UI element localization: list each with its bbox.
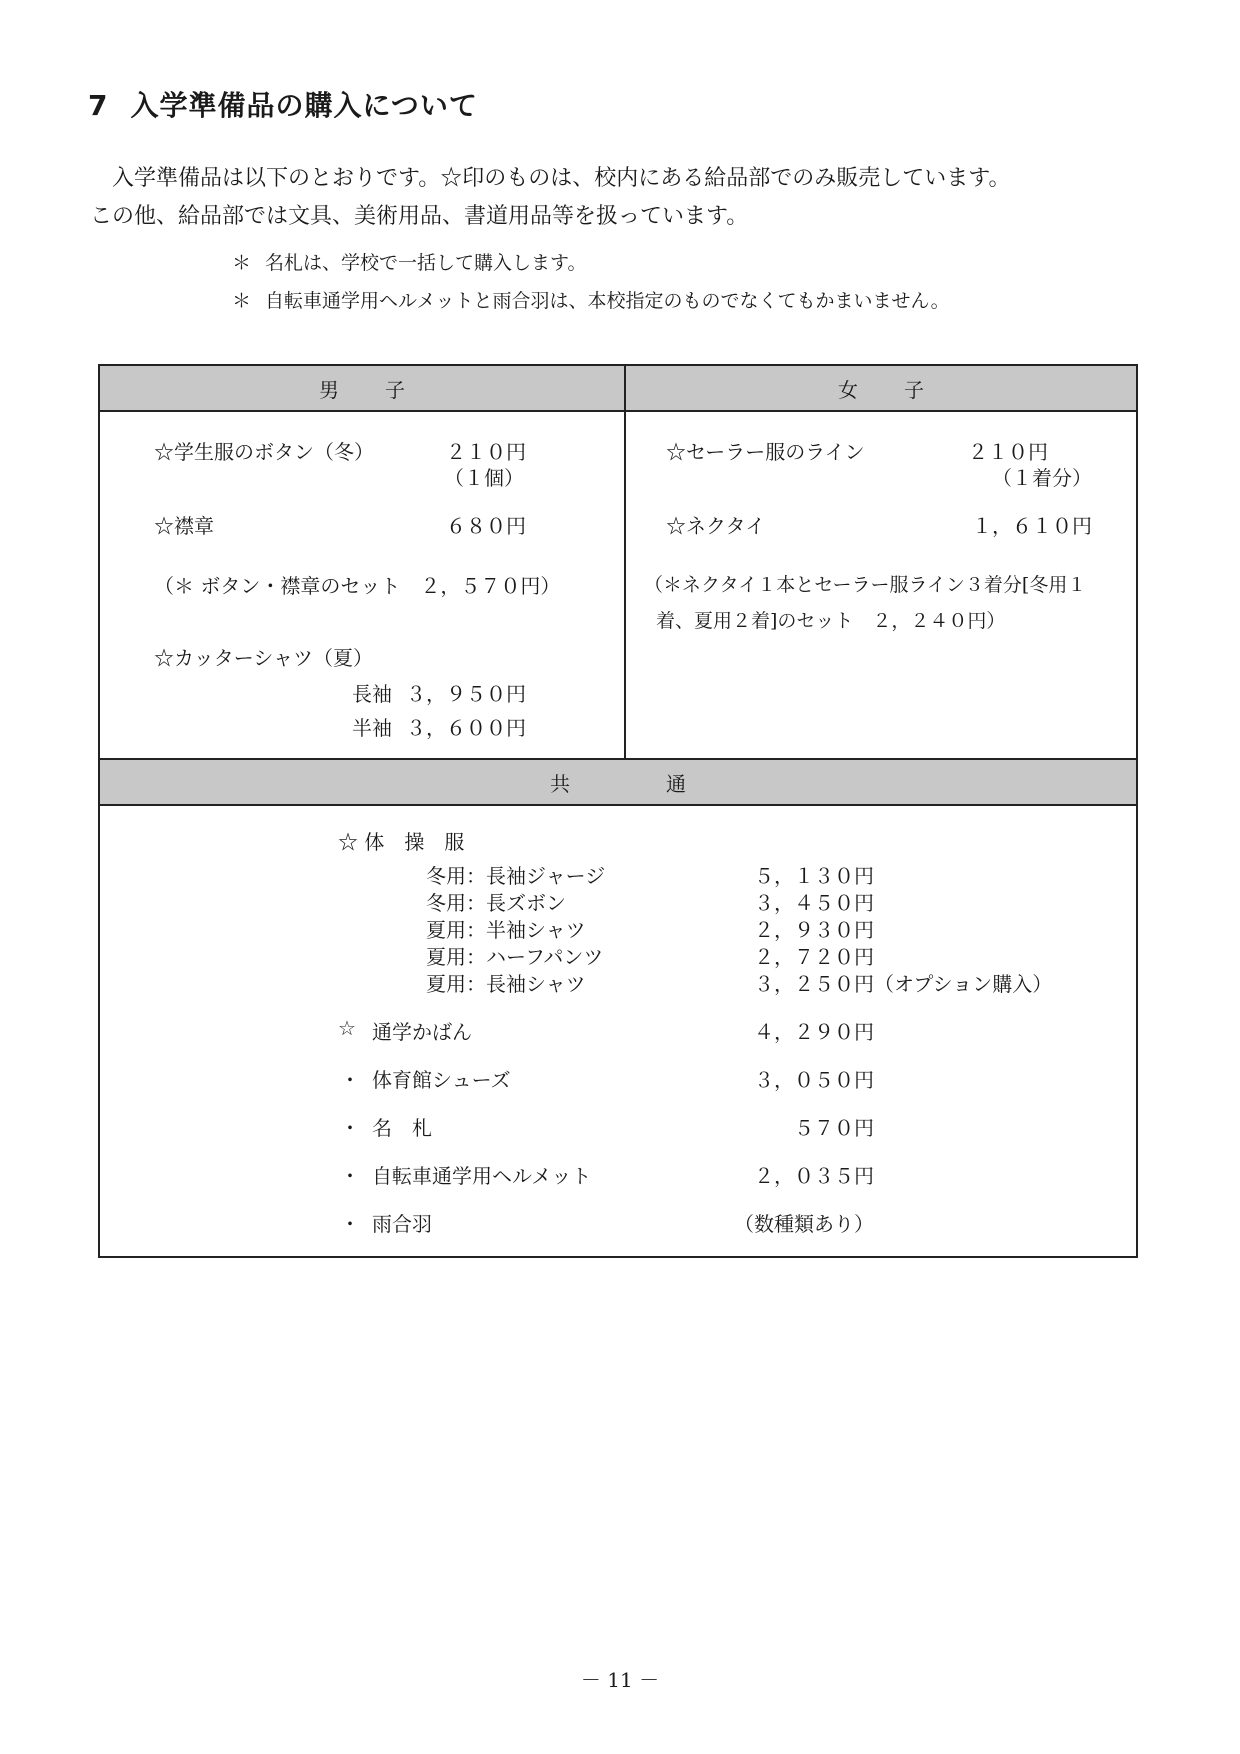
section-heading [88,84,478,124]
gym-item-price: ２，７２０円 [754,945,874,969]
boys-shirt-label: ☆カッターシャツ（夏） [154,646,373,670]
item-label: 通学かばん [372,1020,472,1044]
item-price: ５７０円 [794,1116,874,1140]
girls-set-note-line-1: （＊ネクタイ１本とセーラー服ライン３着分[冬用１ [644,574,1087,596]
item-price: ２，０３５円 [754,1164,874,1188]
page-number: － 11 － [580,1668,660,1692]
girls-header: 女子 [626,366,1136,412]
item-label: 雨合羽 [372,1212,432,1236]
item-mark: ・ [340,1164,360,1188]
item-price: （数種類あり） [734,1212,874,1236]
gym-item-price: ５，１３０円 [754,864,874,888]
boys-short-sleeve-price: ３，６００円 [406,716,526,740]
item-label: 自転車通学用ヘルメット [372,1164,592,1188]
gym-item-label: 冬用：長袖ジャージ [426,864,606,888]
gym-item-label: 夏用：半袖シャツ [426,918,586,942]
gym-item-price: ３，４５０円 [754,891,874,915]
section-number: 7 [88,89,109,122]
boys-set-note: （＊ ボタン・襟章のセット ２，５７０円） [154,574,561,598]
note-item [232,282,950,320]
note-text: 名札は、学校で一括して購入します。 [265,252,587,274]
gym-item-note: （オプション購入） [874,972,1053,996]
boys-header: 男子 [100,366,624,412]
boys-short-sleeve-label: 半袖 [352,716,392,740]
column-divider [624,366,626,758]
note-text: 自転車通学用ヘルメットと雨合羽は、本校指定のものでなくてもかまいません。 [265,290,950,312]
note-item [232,244,950,282]
section-title: 入学準備品の購入について [130,89,478,122]
boys-long-sleeve-label: 長袖 [352,682,392,706]
intro-line-1: 入学準備品は以下のとおりです。☆印のものは、校内にある給品部でのみ販売しています。 [112,166,1011,191]
item-price: ４，２９０円 [754,1020,874,1044]
boys-long-sleeve-price: ３，９５０円 [406,682,526,706]
item-mark: ・ [340,1068,360,1092]
girls-tie-label: ☆ネクタイ [666,514,766,538]
boys-button-label: ☆学生服のボタン（冬） [154,440,374,464]
gym-item-label: 夏用：ハーフパンツ [426,945,604,969]
boys-button-unit: （１個） [444,466,524,490]
asterisk-mark: ＊ [232,252,252,274]
girls-set-note-line-2: 着、夏用２着]のセット ２，２４０円） [656,610,1006,632]
gym-clothes-label: ☆ 体 操 服 [338,830,465,854]
item-label: 体育館シューズ [372,1068,511,1092]
girls-line-label: ☆セーラー服のライン [666,440,865,464]
gym-item-price: ３，２５０円 [754,972,874,996]
girls-line-unit: （１着分） [992,466,1092,490]
gym-item-price: ２，９３０円 [754,918,874,942]
boys-badge-label: ☆襟章 [154,514,214,538]
common-header: 共通 [100,760,1136,806]
item-mark: ☆ [338,1016,356,1040]
item-mark: ・ [340,1116,360,1140]
item-price: ３，０５０円 [754,1068,874,1092]
item-mark: ・ [340,1212,360,1236]
gym-item-label: 冬用：長ズボン [426,891,566,915]
gym-item-label: 夏用：長袖シャツ [426,972,586,996]
girls-line-price: ２１０円 [968,440,1048,464]
notes-list [232,244,950,320]
boys-badge-price: ６８０円 [446,514,526,538]
boys-button-price: ２１０円 [446,440,526,464]
girls-tie-price: １，６１０円 [972,514,1092,538]
item-label: 名 札 [372,1116,432,1140]
asterisk-mark: ＊ [232,290,252,312]
intro-text [90,160,1150,236]
intro-line-2: この他、給品部では文具、美術用品、書道用品等を扱っています。 [90,204,749,229]
supplies-table [98,364,1138,1258]
